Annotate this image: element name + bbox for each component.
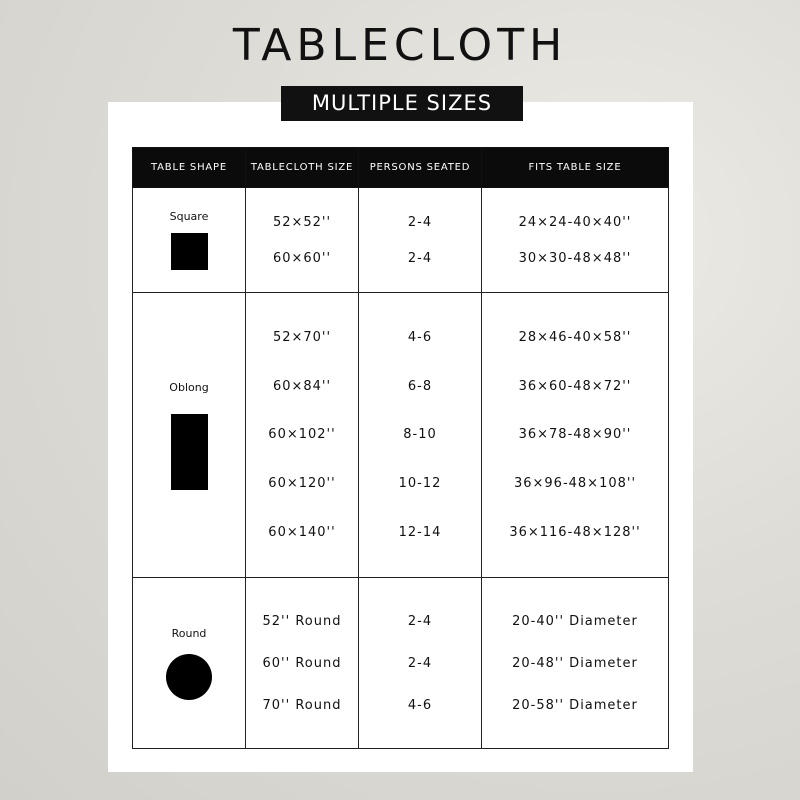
fits-table-size: 36×60-48×72'' <box>518 378 632 394</box>
header-tablecloth-size: TABLECLOTH SIZE <box>246 148 359 188</box>
table-row-square <box>133 188 669 293</box>
table-row-oblong <box>133 293 669 578</box>
shape-label: Square <box>169 210 209 223</box>
shape-cell-round <box>133 578 246 749</box>
fits-table-size: 36×78-48×90'' <box>518 427 632 443</box>
header-fits-table-size: FITS TABLE SIZE <box>482 148 669 188</box>
subtitle-banner: MULTIPLE SIZES <box>281 86 523 121</box>
fits-table-size: 20-58'' Diameter <box>512 697 638 713</box>
header-table-shape: TABLE SHAPE <box>133 148 246 188</box>
persons-seated: 8-10 <box>403 427 437 443</box>
tablecloth-size: 52×52'' <box>272 214 332 230</box>
size-chart-table <box>132 147 669 749</box>
circle-icon <box>166 654 212 700</box>
size-cell <box>246 293 359 578</box>
header-persons-seated: PERSONS SEATED <box>359 148 482 188</box>
fits-cell <box>482 578 669 749</box>
tablecloth-size: 70'' Round <box>262 697 342 713</box>
persons-seated: 4-6 <box>407 329 433 345</box>
persons-seated: 10-12 <box>398 476 442 492</box>
fits-cell <box>482 188 669 293</box>
tablecloth-size: 52×70'' <box>272 329 332 345</box>
shape-label: Oblong <box>169 380 209 394</box>
size-cell <box>246 578 359 749</box>
oblong-icon <box>171 414 208 490</box>
fits-table-size: 28×46-40×58'' <box>518 329 632 345</box>
tablecloth-size: 60×120'' <box>268 476 336 492</box>
table-header-row <box>133 148 669 188</box>
tablecloth-size: 60×140'' <box>268 525 336 541</box>
tablecloth-size: 52'' Round <box>262 613 342 629</box>
fits-table-size: 30×30-48×48'' <box>518 250 632 266</box>
persons-cell <box>359 578 482 749</box>
tablecloth-size: 60×60'' <box>272 250 332 266</box>
persons-seated: 4-6 <box>407 697 433 713</box>
persons-cell <box>359 293 482 578</box>
fits-table-size: 36×96-48×108'' <box>513 476 637 492</box>
persons-seated: 2-4 <box>407 655 433 671</box>
persons-seated: 2-4 <box>407 250 433 266</box>
table-row-round <box>133 578 669 749</box>
page-title: TABLECLOTH <box>232 20 568 71</box>
tablecloth-size: 60×84'' <box>272 378 332 394</box>
persons-cell <box>359 188 482 293</box>
shape-cell-square <box>133 188 246 293</box>
tablecloth-size: 60'' Round <box>262 655 342 671</box>
square-icon <box>171 233 208 270</box>
persons-seated: 2-4 <box>407 214 433 230</box>
fits-table-size: 20-40'' Diameter <box>512 613 638 629</box>
shape-label: Round <box>171 626 207 640</box>
persons-seated: 2-4 <box>407 613 433 629</box>
persons-seated: 6-8 <box>407 378 433 394</box>
fits-table-size: 24×24-40×40'' <box>518 214 632 230</box>
tablecloth-size: 60×102'' <box>268 427 336 443</box>
shape-cell-oblong <box>133 293 246 578</box>
fits-cell <box>482 293 669 578</box>
fits-table-size: 36×116-48×128'' <box>509 525 641 541</box>
persons-seated: 12-14 <box>398 525 442 541</box>
size-cell <box>246 188 359 293</box>
fits-table-size: 20-48'' Diameter <box>512 655 638 671</box>
